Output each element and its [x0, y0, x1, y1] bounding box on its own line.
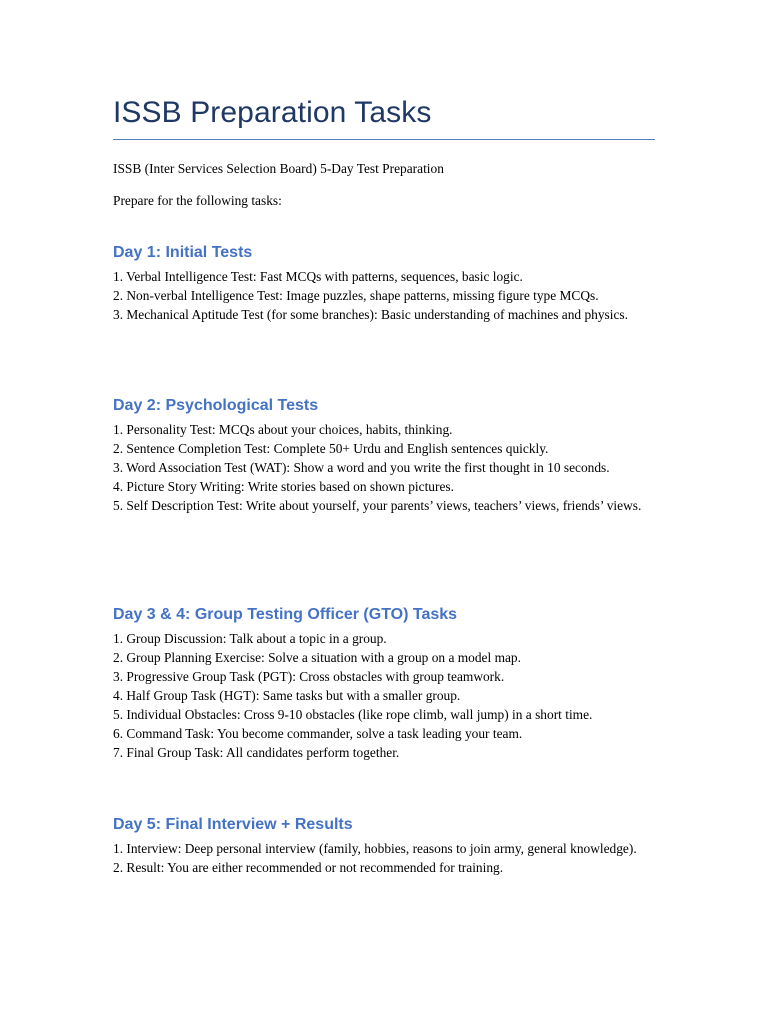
list-item: 3. Progressive Group Task (PGT): Cross obstacles with group teamwork. — [113, 669, 505, 684]
list-item: 5. Self Description Test: Write about yourself, your parents’ views, teachers’ views, friends’ views. — [113, 498, 642, 513]
list-item: 4. Picture Story Writing: Write stories based on shown pictures. — [113, 479, 454, 494]
title-underline — [113, 139, 655, 140]
list-item: 3. Mechanical Aptitude Test (for some branches): Basic understanding of machines and physics. — [113, 307, 628, 322]
list-item: 2. Sentence Completion Test: Complete 50+ Urdu and English sentences quickly. — [113, 441, 549, 456]
section-heading: Day 3 & 4: Group Testing Officer (GTO) Tasks — [113, 606, 458, 623]
intro-text: Prepare for the following tasks: — [113, 193, 282, 208]
list-item: 2. Group Planning Exercise: Solve a situation with a group on a model map. — [113, 650, 521, 665]
section-day-2 — [113, 395, 658, 515]
list-item: 1. Verbal Intelligence Test: Fast MCQs with patterns, sequences, basic logic. — [113, 269, 523, 284]
section-day-5 — [113, 814, 658, 877]
section-heading: Day 1: Initial Tests — [113, 244, 253, 261]
list-item: 7. Final Group Task: All candidates perform together. — [113, 745, 400, 760]
list-item: 4. Half Group Task (HGT): Same tasks but with a smaller group. — [113, 688, 461, 703]
list-item: 1. Personality Test: MCQs about your choices, habits, thinking. — [113, 422, 453, 437]
section-heading: Day 5: Final Interview + Results — [113, 816, 353, 833]
list-item: 6. Command Task: You become commander, solve a task leading your team. — [113, 726, 523, 741]
list-item: 5. Individual Obstacles: Cross 9-10 obstacles (like rope climb, wall jump) in a short time. — [113, 707, 593, 722]
list-item: 1. Group Discussion: Talk about a topic in a group. — [113, 631, 387, 646]
list-item: 2. Result: You are either recommended or not recommended for training. — [113, 860, 504, 875]
section-heading: Day 2: Psychological Tests — [113, 397, 319, 414]
list-item: 2. Non-verbal Intelligence Test: Image puzzles, shape patterns, missing figure type MCQs. — [113, 288, 599, 303]
document-subtitle: ISSB (Inter Services Selection Board) 5-Day Test Preparation — [113, 161, 444, 176]
document-title: ISSB Preparation Tasks — [113, 96, 432, 129]
list-item: 1. Interview: Deep personal interview (family, hobbies, reasons to join army, general knowledge). — [113, 841, 637, 856]
section-day-1 — [113, 242, 658, 324]
section-day-3-4 — [113, 604, 658, 762]
list-item: 3. Word Association Test (WAT): Show a word and you write the first thought in 10 seconds. — [113, 460, 610, 475]
